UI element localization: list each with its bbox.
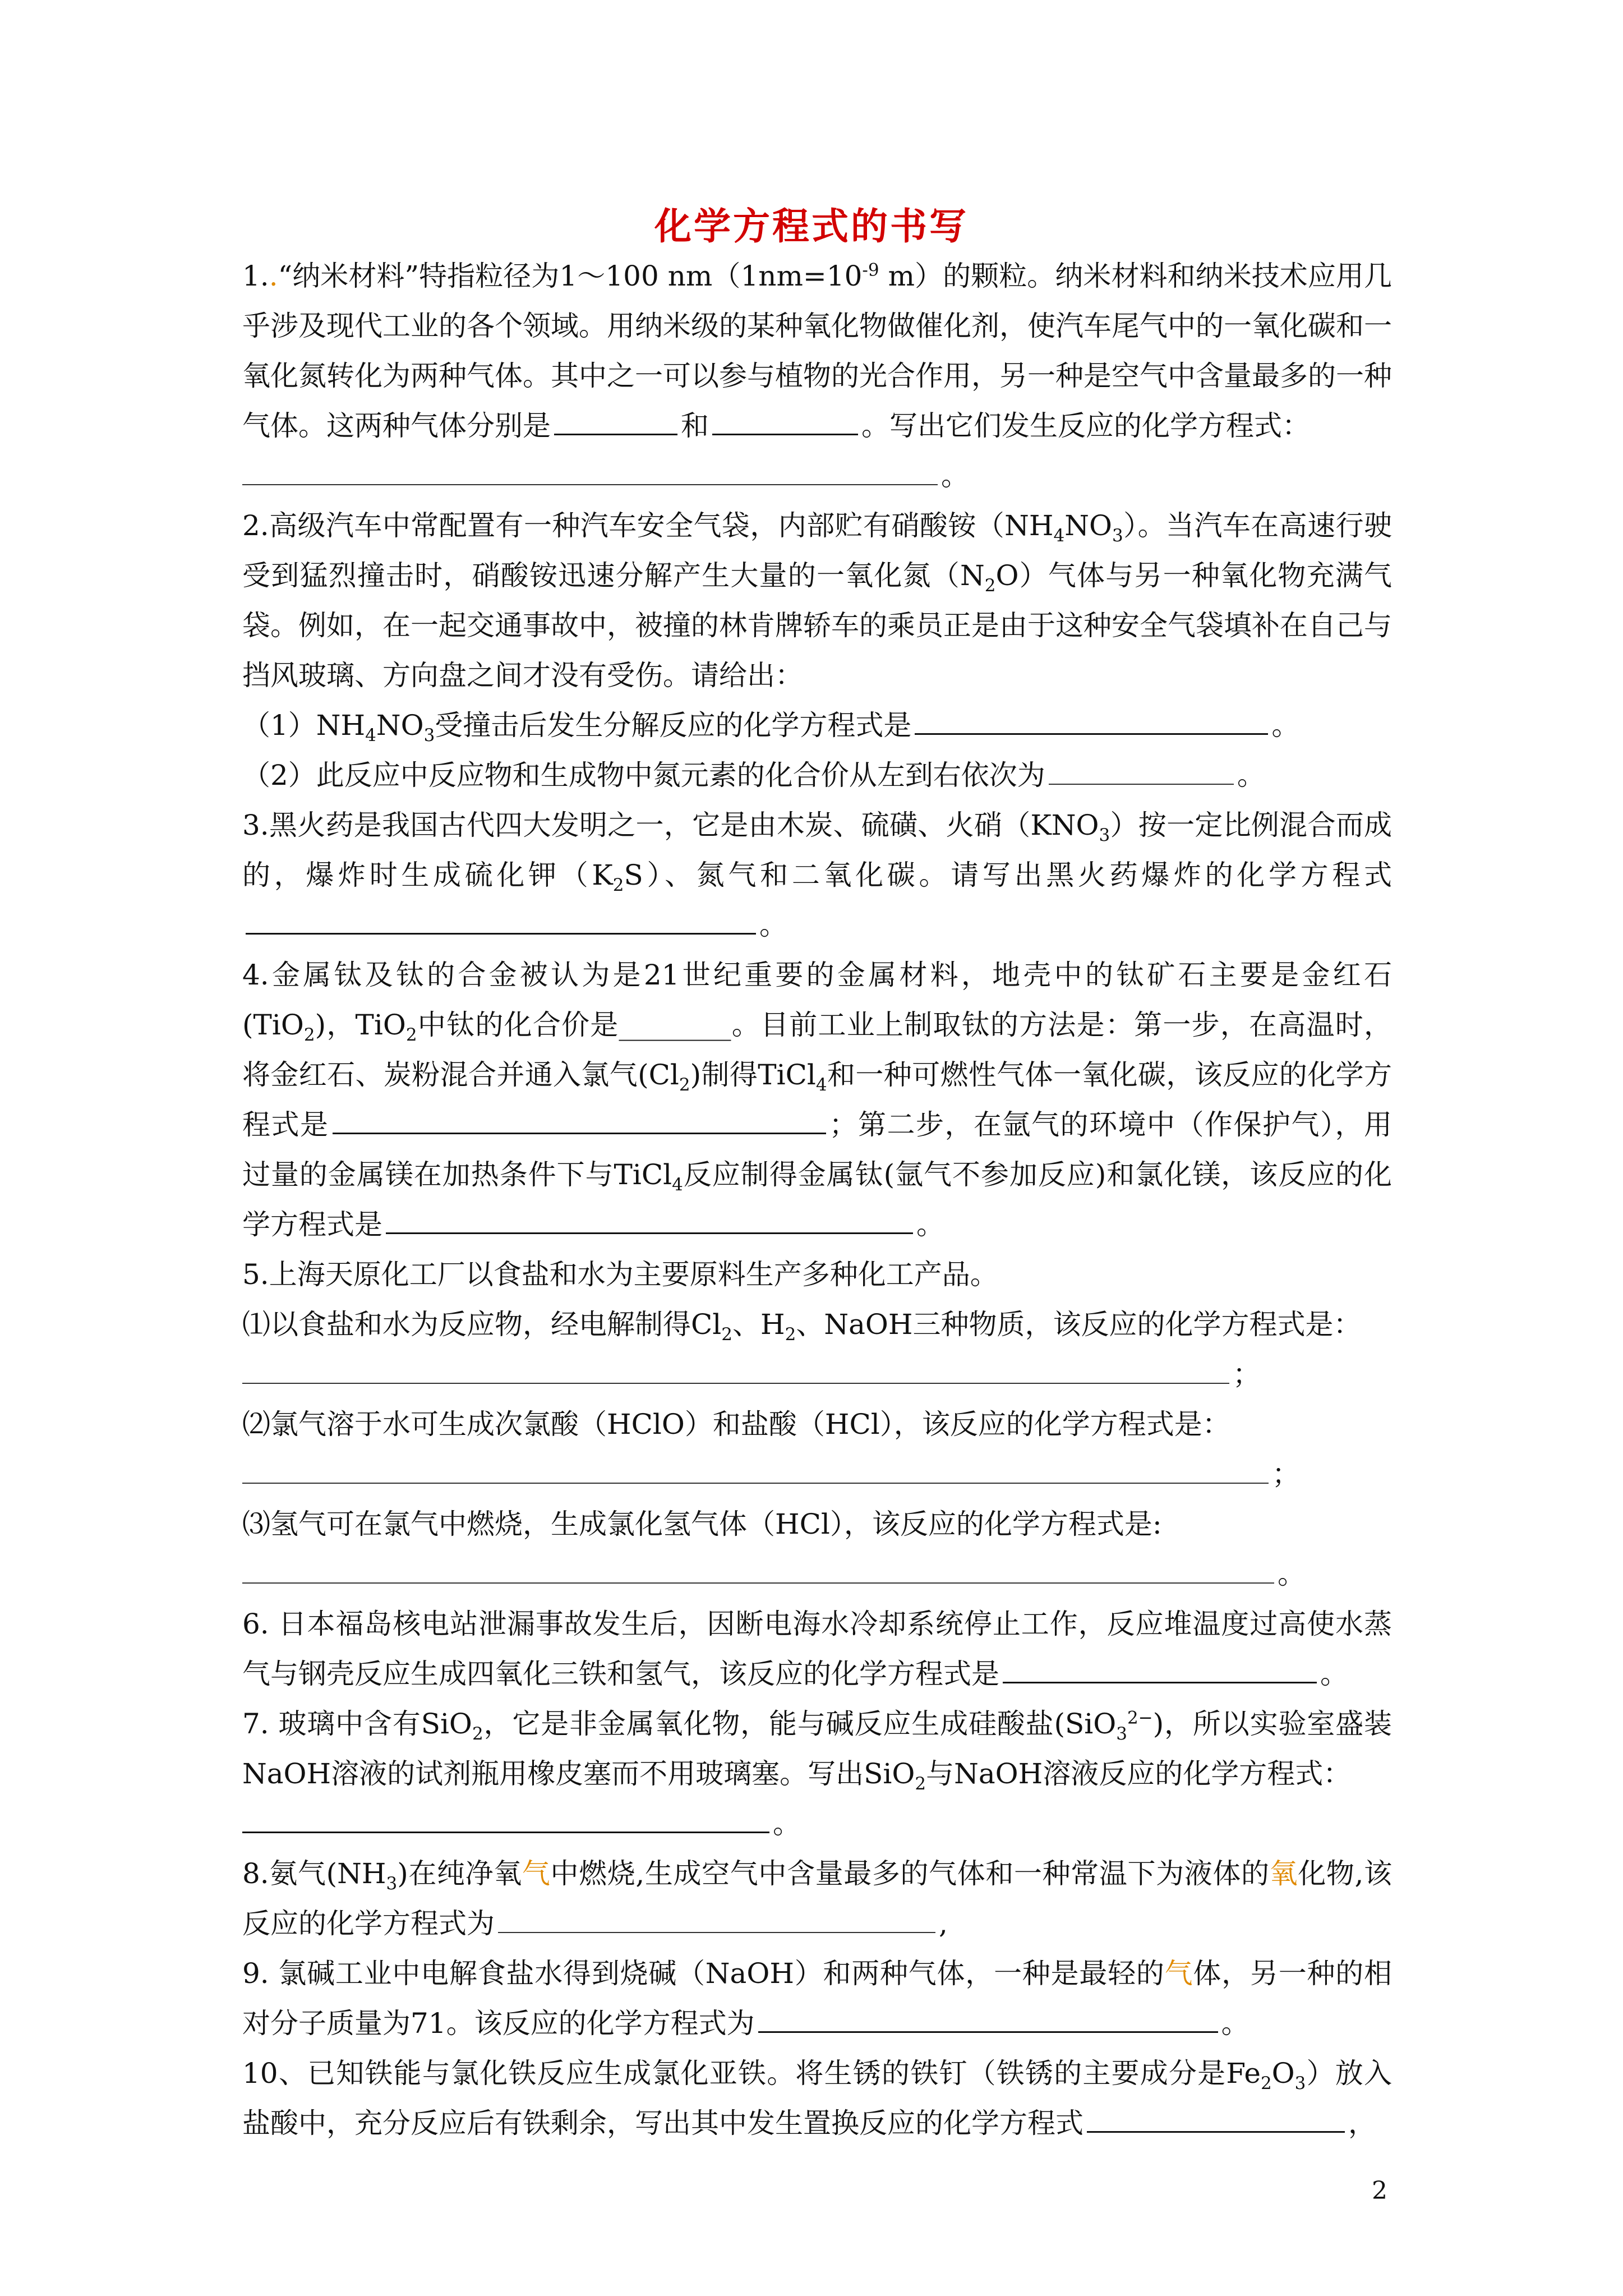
answer-blank-gas-1[interactable] — [554, 433, 677, 435]
answer-blank-equation-9[interactable] — [758, 2031, 1218, 2033]
question-4 — [242, 950, 1392, 1250]
question-5-part-1-end: ； — [1233, 1358, 1261, 1391]
question-4-end: 。 — [916, 1208, 944, 1241]
superscript: 2− — [1127, 1708, 1153, 1728]
question-3-text-c: S）、氮气和二氧化碳。请写出黑火药爆炸的化学方程式 — [624, 859, 1392, 891]
question-1-text-c: 。写出它们发生反应的化学方程式： — [861, 409, 1310, 442]
question-1-exponent: -9 — [862, 260, 879, 280]
question-10-end: ， — [1348, 2107, 1376, 2139]
question-2-text-b: NO — [1064, 509, 1113, 542]
question-7-answer-line — [242, 1799, 1392, 1849]
question-1-text-b: m）的颗粒。纳米材料和纳米技术应用几乎涉及现代工业的各个领域。用纳米级的某种氧化物做催化剂，使汽车尾气中的一氧化碳和一氧化氮转化为两种气体。其中之一可以参与植物的光合作用，另一种是空气中含量最多的一种气体。这两种气体分别是 — [242, 260, 1392, 442]
question-2-part-1-text-a: （1）NH — [242, 709, 366, 742]
question-4-text-f: 和一种可燃性气体一氧化碳，该反应的化学方程式是 — [242, 1059, 1392, 1141]
question-4-text-b: )，TiO — [315, 1009, 406, 1041]
question-4-text-g: ；第二步，在氩气的环境中（作保护气），用过量的金属镁在加热条件下与TiCl — [242, 1108, 1392, 1191]
subscript: 3 — [423, 725, 435, 746]
question-9-marked-char: 气 — [1164, 1957, 1193, 1990]
question-2 — [242, 501, 1392, 701]
question-5-part-2-end: ； — [1272, 1458, 1300, 1490]
question-5-part-1-text-a: ⑴以食盐和水为反应物，经电解制得Cl — [242, 1308, 722, 1341]
question-3-end: 。 — [759, 909, 787, 941]
question-8-end: , — [939, 1907, 948, 1940]
subscript: 4 — [672, 1175, 683, 1195]
subscript: 3 — [1099, 825, 1110, 845]
subscript: 2 — [785, 1324, 796, 1345]
question-2-part-2-end: 。 — [1237, 759, 1265, 792]
question-2-text-c: ）。当汽车在高速行驶受到猛烈撞击时，硝酸铵迅速分解产生大量的一氧化氮（N — [242, 509, 1392, 592]
answer-blank-equation-3[interactable] — [246, 932, 756, 935]
subscript: 2 — [721, 1324, 732, 1345]
subscript: 3 — [1112, 526, 1123, 546]
question-10-text-b: O — [1271, 2057, 1295, 2090]
answer-blank-valence[interactable] — [1049, 783, 1234, 785]
question-8-text-d: 化物,该反应的化学方程式为 — [242, 1857, 1392, 1940]
answer-blank-equation-5-2[interactable] — [242, 1482, 1269, 1484]
question-6-end: 。 — [1320, 1658, 1348, 1690]
question-2-part-1-end: 。 — [1271, 709, 1300, 742]
question-5-part-3-answer-line — [242, 1549, 1392, 1599]
question-10 — [242, 2049, 1392, 2148]
subscript: 2 — [303, 1025, 315, 1045]
question-8-text-c: 中燃烧,生成空气中含量最多的气体和一种常温下为液体的 — [550, 1857, 1270, 1890]
question-9-text-b: 体，另一种的相对分子质量为71。该反应的化学方程式为 — [242, 1957, 1393, 2040]
question-2-part-1-text-b: NO — [376, 709, 424, 742]
question-9 — [242, 1949, 1392, 2049]
question-7-text-a: 7. 玻璃中含有SiO — [242, 1708, 472, 1740]
answer-blank-valence-ti[interactable]: ________ — [619, 1009, 731, 1041]
answer-blank-equation-2-1[interactable] — [915, 733, 1268, 735]
question-2-part-2-text: （2）此反应中反应物和生成物中氮元素的化合价从左到右依次为 — [242, 759, 1045, 792]
question-3 — [242, 800, 1392, 950]
question-2-text-a: 2.高级汽车中常配置有一种汽车安全气袋，内部贮有硝酸铵（NH — [242, 509, 1054, 542]
question-5-part-2: ⑵氯气溶于水可生成次氯酸（HClO）和盐酸（HCl），该反应的化学方程式是： — [242, 1408, 1230, 1441]
subscript: 2 — [612, 875, 624, 895]
page-number: 2 — [1372, 2177, 1387, 2205]
question-1-text-a: “纳米材料”特指粒径为1～100 nm（1nm=10 — [278, 260, 863, 292]
subscript: 4 — [365, 725, 376, 746]
question-3-text-b: ）按一定比例混合而成的，爆炸时生成硫化钾（K — [242, 809, 1393, 891]
answer-blank-equation-4-2[interactable] — [386, 1232, 913, 1234]
question-8 — [242, 1849, 1392, 1949]
question-5-part-1-answer-line — [242, 1350, 1392, 1400]
answer-blank-equation-7[interactable] — [242, 1831, 769, 1833]
question-1-and: 和 — [681, 409, 709, 442]
subscript: 2 — [472, 1724, 483, 1744]
subscript: 3 — [1116, 1724, 1127, 1744]
subscript: 2 — [1260, 2073, 1272, 2093]
question-2-part-2 — [242, 751, 1392, 800]
question-5-part-1-text-b: 、H — [732, 1308, 785, 1341]
question-5-part-2-answer-line — [242, 1450, 1392, 1499]
question-6-text: 6. 日本福岛核电站泄漏事故发生后，因断电海水冷却系统停止工作，反应堆温度过高使水蒸气与钢壳反应生成四氧化三铁和氢气，该反应的化学方程式是 — [242, 1608, 1392, 1690]
page-title: 化学方程式的书写 — [654, 204, 969, 248]
question-2-part-1 — [242, 701, 1392, 751]
question-9-end: 。 — [1221, 2007, 1249, 2040]
answer-blank-equation-8[interactable] — [498, 1931, 935, 1933]
question-1-dot: . — [269, 260, 278, 292]
question-4-text-c: 中钛的化合价是 — [417, 1009, 619, 1041]
answer-blank-equation-10[interactable] — [1087, 2131, 1345, 2133]
question-8-marked-char: 气 — [522, 1857, 551, 1890]
question-1-number: 1. — [242, 260, 269, 292]
question-8-text-b: )在纯净氧 — [397, 1857, 522, 1890]
subscript: 3 — [386, 1874, 398, 1894]
question-6 — [242, 1599, 1392, 1699]
subscript: 2 — [984, 576, 996, 596]
question-1-answer-line — [242, 451, 1392, 501]
question-7-text-c: )，所以实验室盛装NaOH溶液的试剂瓶用橡皮塞而不用玻璃塞。写出SiO — [242, 1708, 1392, 1790]
question-5-part-1 — [242, 1300, 1392, 1350]
answer-blank-equation-5-1[interactable] — [242, 1382, 1229, 1384]
question-10-text-a: 10、已知铁能与氯化铁反应生成氯化亚铁。将生锈的铁钉（铁锈的主要成分是Fe — [242, 2057, 1261, 2090]
question-5-intro: 5.上海天原化工厂以食盐和水为主要原料生产多种化工产品。 — [242, 1258, 998, 1291]
answer-blank-equation-4-1[interactable] — [333, 1132, 826, 1134]
question-4-text-e: )制得TiCl — [690, 1059, 816, 1091]
answer-blank-gas-2[interactable] — [712, 433, 858, 435]
answer-blank-equation-6[interactable] — [1003, 1681, 1317, 1683]
question-1 — [242, 251, 1392, 451]
question-9-text-a: 9. 氯碱工业中电解食盐水得到烧碱（NaOH）和两种气体，一种是最轻的 — [242, 1957, 1165, 1990]
subscript: 4 — [1053, 526, 1065, 546]
question-8-marked-char: 氧 — [1269, 1857, 1298, 1890]
question-2-part-1-text-c: 受撞击后发生分解反应的化学方程式是 — [435, 709, 912, 742]
question-2-text-d: O）气体与另一种氧化物充满气袋。例如，在一起交通事故中，被撞的林肯牌轿车的乘员正是由于这种安全气袋填补在自己与挡风玻璃、方向盘之间才没有受伤。请给出： — [242, 559, 1392, 692]
question-7 — [242, 1699, 1392, 1799]
subscript: 2 — [915, 1774, 926, 1794]
question-8-text-a: 8.氨气(NH — [242, 1857, 386, 1890]
question-list — [242, 251, 1392, 2148]
subscript: 2 — [679, 1075, 690, 1095]
question-4-text-h: 反应制得金属钛(氩气不参加反应)和氯化镁，该反应的化学方程式是 — [242, 1158, 1392, 1241]
question-5-part-3-end: 。 — [1278, 1558, 1306, 1590]
question-7-text-b: ，它是非金属氧化物，能与碱反应生成硅酸盐(SiO — [483, 1708, 1117, 1740]
answer-blank-equation-5-3[interactable] — [242, 1582, 1274, 1584]
subscript: 3 — [1294, 2073, 1306, 2093]
question-3-text-a: 3.黑火药是我国古代四大发明之一，它是由木炭、硫磺、火硝（KNO — [242, 809, 1099, 841]
question-10-text-c: ）放入盐酸中，充分反应后有铁剩余，写出其中发生置换反应的化学方程式 — [242, 2057, 1393, 2139]
question-7-text-d: 与NaOH溶液反应的化学方程式： — [926, 1757, 1352, 1790]
question-1-end: 。 — [941, 459, 969, 492]
question-4-text-d: 。目前工业上制取钛的方法是：第一步，在高温时，将金红石、炭粉混合并通入氯气(Cl — [242, 1009, 1393, 1091]
question-5-part-1-text-c: 、NaOH三种物质，该反应的化学方程式是： — [796, 1308, 1362, 1341]
question-4-text-a: 4.金属钛及钛的合金被认为是21世纪重要的金属材料，地壳中的钛矿石主要是金红石(TiO — [242, 959, 1392, 1041]
question-5-part-3: ⑶氢气可在氯气中燃烧，生成氯化氢气体（HCl），该反应的化学方程式是: — [242, 1508, 1162, 1540]
answer-blank-equation-1[interactable] — [242, 484, 938, 485]
question-7-end: 。 — [773, 1807, 801, 1840]
subscript: 2 — [405, 1025, 417, 1045]
subscript: 4 — [815, 1075, 827, 1095]
